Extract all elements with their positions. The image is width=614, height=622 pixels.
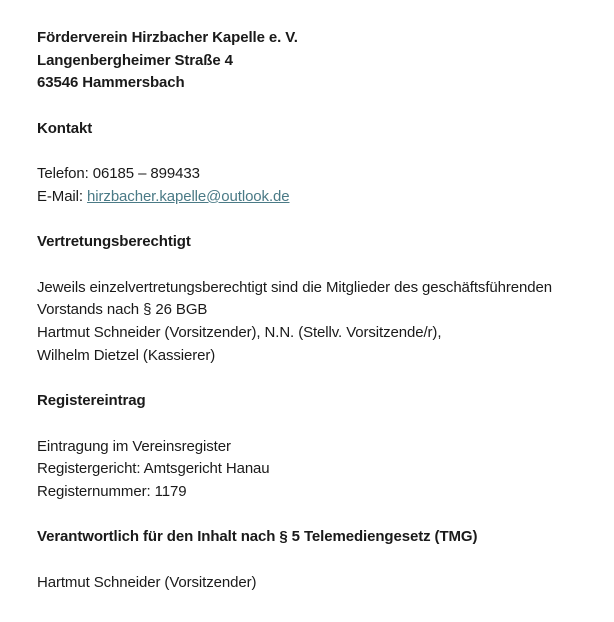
representation-section	[37, 231, 607, 367]
street-address: Langenbergheimer Straße 4	[37, 51, 233, 69]
register-line: Registernummer: 1179	[37, 482, 187, 500]
representation-line: Jeweils einzelvertretungsberechtigt sind die Mitglieder des geschäftsführenden	[37, 278, 552, 296]
spacer	[37, 209, 607, 232]
register-section	[37, 390, 607, 504]
responsible-person: Hartmut Schneider (Vorsitzender)	[37, 573, 257, 591]
register-line: Registergericht: Amtsgericht Hanau	[37, 460, 270, 478]
spacer	[37, 367, 607, 390]
representation-line: Hartmut Schneider (Vorsitzender), N.N. (Stellv. Vorsitzende/r),	[37, 324, 442, 342]
spacer	[37, 254, 607, 277]
representation-line: Wilhelm Dietzel (Kassierer)	[37, 346, 216, 364]
representation-line: Vorstands nach § 26 BGB	[37, 301, 208, 319]
spacer	[37, 141, 607, 164]
email-label: E-Mail:	[37, 187, 88, 205]
imprint-content	[37, 27, 607, 594]
spacer	[37, 549, 607, 572]
representation-heading: Vertretungsberechtigt	[37, 233, 191, 251]
contact-section	[37, 118, 607, 209]
register-line: Eintragung im Vereinsregister	[37, 437, 231, 455]
responsible-section	[37, 526, 607, 594]
register-heading: Registereintrag	[37, 392, 146, 410]
phone-line: Telefon: 06185 – 899433	[37, 165, 200, 183]
email-link[interactable]: hirzbacher.kapelle@outlook.de	[87, 187, 290, 205]
spacer	[37, 413, 607, 436]
organization-name: Förderverein Hirzbacher Kapelle e. V.	[37, 29, 298, 46]
address-block	[37, 27, 607, 95]
postal-city: 63546 Hammersbach	[37, 74, 185, 92]
responsible-heading: Verantwortlich für den Inhalt nach § 5 Telemediengesetz (TMG)	[37, 528, 478, 546]
contact-heading: Kontakt	[37, 119, 93, 137]
spacer	[37, 95, 607, 118]
email-line	[37, 186, 607, 209]
spacer	[37, 504, 607, 527]
